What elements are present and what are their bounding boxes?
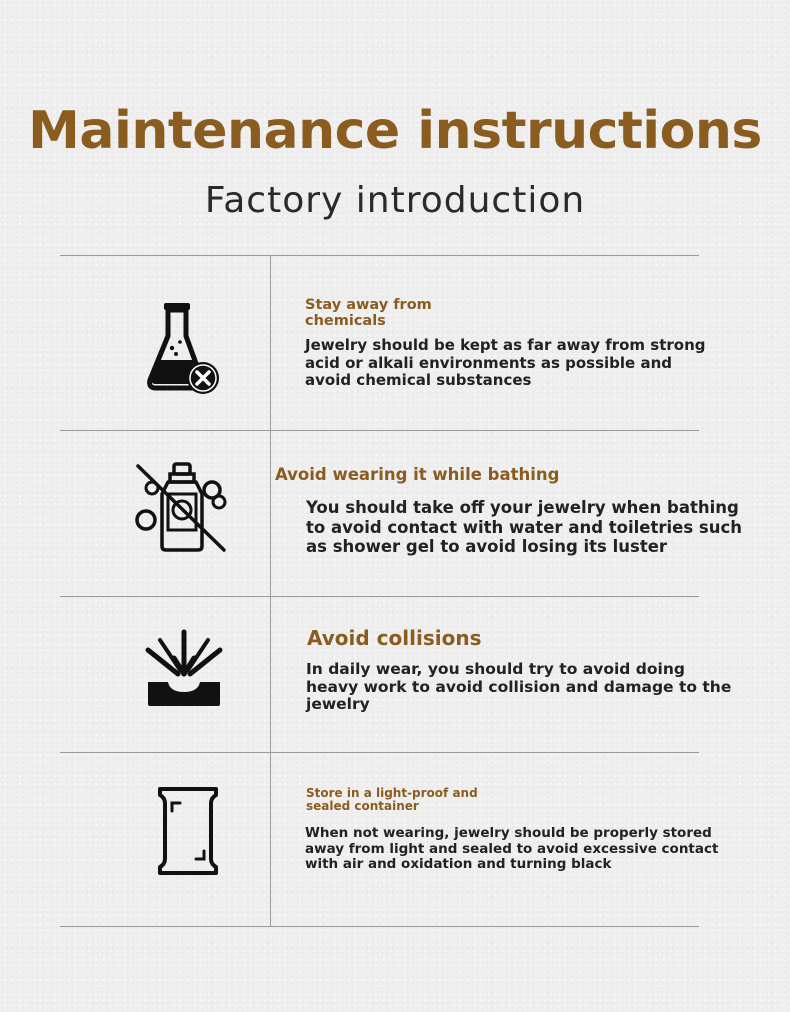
table-divider-2 [60,596,699,597]
flask-no-chemicals-icon [146,300,222,396]
table-divider-top [60,255,699,256]
item-description: You should take off your jewelry when bathing to avoid contact with water and toiletries such as shower gel to avoid losing its luster [306,498,743,556]
item-description: When not wearing, jewelry should be properly stored away from light and sealed to avoid excessive contact with air and oxidation and turning black [305,825,719,872]
table-divider-3 [60,752,699,753]
sealed-bag-icon [156,785,220,877]
no-shower-gel-icon [132,460,230,555]
table-divider-bottom [60,926,699,927]
table-divider-1 [60,430,699,431]
item-description: Jewelry should be kept as far away from strong acid or alkali environments as possible and avoid chemical substances [305,336,706,389]
item-title: Store in a light-proof and sealed container [306,786,478,813]
item-title: Avoid wearing it while bathing [275,465,560,484]
page-title: Maintenance instructions [28,101,762,161]
item-title: Stay away from chemicals [305,297,432,329]
item-description: In daily wear, you should try to avoid doing heavy work to avoid collision and damage to the jewelry [306,660,732,713]
table-column-divider [270,255,271,926]
collision-impact-icon [144,628,224,710]
item-title: Avoid collisions [307,626,482,650]
page-subtitle: Factory introduction [204,180,586,221]
